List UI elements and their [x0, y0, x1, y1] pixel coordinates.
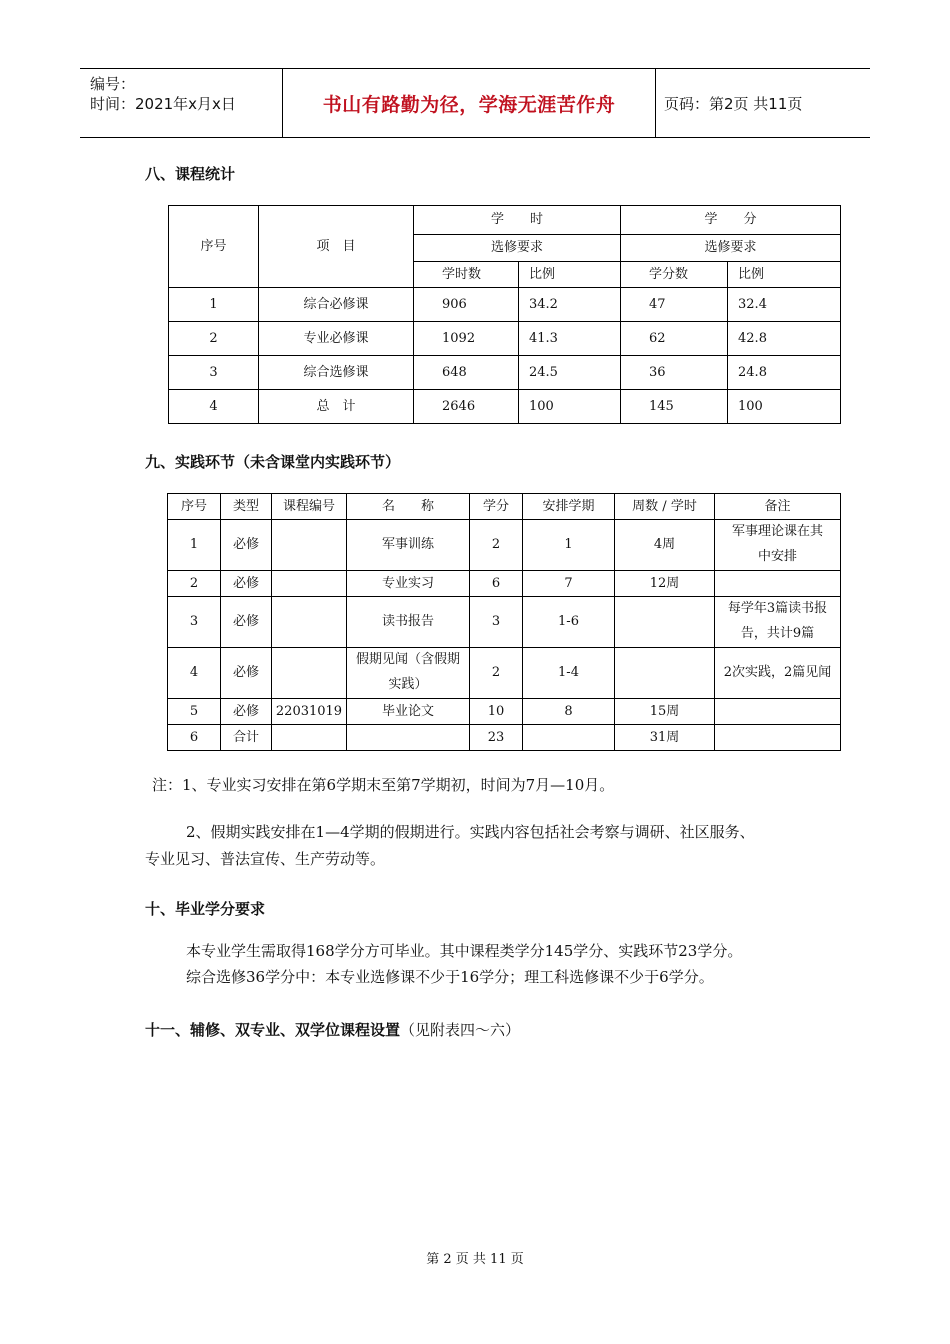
header-credit: 学分	[470, 494, 523, 520]
cell-seq: 2	[169, 322, 259, 356]
header-meta	[80, 69, 282, 137]
cell-note: 2次实践，2篇见闻	[715, 648, 841, 699]
header-term: 安排学期	[523, 494, 615, 520]
time-label: 时间：2021年x月x日	[90, 95, 236, 113]
cell-credit: 6	[470, 571, 523, 597]
cell-name	[347, 725, 470, 751]
practice-note-2-line2: 专业见习、普法宣传、生产劳动等。	[145, 850, 386, 868]
cell-hratio: 34.2	[519, 288, 621, 322]
cell-hratio: 24.5	[519, 356, 621, 390]
header-weeks: 周数 / 学时	[615, 494, 715, 520]
hours-col-header: 学时数	[414, 262, 519, 288]
cell-seq: 1	[169, 288, 259, 322]
cell-hours: 648	[414, 356, 519, 390]
cell-item: 综合必修课	[259, 288, 414, 322]
cell-credit: 3	[470, 597, 523, 648]
cell-term: 8	[523, 699, 615, 725]
cell-cratio: 24.8	[728, 356, 841, 390]
cell-term: 1-4	[523, 648, 615, 699]
cell-type: 必修	[221, 571, 272, 597]
page-code: 页码：第2页 共11页	[664, 94, 803, 113]
cell-item: 综合选修课	[259, 356, 414, 390]
cell-note: 每学年3篇读书报告，共计9篇	[715, 597, 841, 648]
cell-code: 22031019	[272, 699, 347, 725]
section9-title: 九、实践环节（未含课堂内实践环节）	[145, 453, 401, 471]
motto-cell	[282, 69, 656, 137]
cell-credits: 47	[621, 288, 728, 322]
cell-hours: 1092	[414, 322, 519, 356]
cell-credits: 145	[621, 390, 728, 424]
section8-title: 八、课程统计	[145, 165, 236, 183]
cell-seq: 4	[169, 390, 259, 424]
cell-credits: 36	[621, 356, 728, 390]
page-header	[80, 68, 870, 138]
header-note: 备注	[715, 494, 841, 520]
col-seq-header: 序号	[169, 206, 259, 288]
group-credits-header: 学 分	[621, 206, 841, 235]
table-row	[169, 322, 841, 356]
cell-seq: 3	[169, 356, 259, 390]
header-code: 课程编号	[272, 494, 347, 520]
cell-term: 7	[523, 571, 615, 597]
cell-note	[715, 725, 841, 751]
credits-col-header: 学分数	[621, 262, 728, 288]
practice-note-1: 注：1、专业实习安排在第6学期末至第7学期初，时间为7月—10月。	[152, 776, 615, 794]
group-hours-header: 学 时	[414, 206, 621, 235]
cell-name: 专业实习	[347, 571, 470, 597]
table-row	[168, 648, 841, 699]
practice-note-2-line1: 2、假期实践安排在1—4学期的假期进行。实践内容包括社会考察与调研、社区服务、	[186, 823, 755, 841]
credits-ratio-header: 比例	[728, 262, 841, 288]
cell-term: 1	[523, 520, 615, 571]
cell-note	[715, 699, 841, 725]
page-footer: 第 2 页 共 11 页	[426, 1252, 524, 1267]
cell-code	[272, 571, 347, 597]
cell-credits: 62	[621, 322, 728, 356]
graduation-credits-line1: 本专业学生需取得168学分方可毕业。其中课程类学分145学分、实践环节23学分。	[186, 942, 743, 960]
table-row	[169, 356, 841, 390]
cell-code	[272, 597, 347, 648]
cell-weeks	[615, 597, 715, 648]
cell-type: 必修	[221, 597, 272, 648]
cell-code	[272, 520, 347, 571]
hours-ratio-header: 比例	[519, 262, 621, 288]
cell-weeks: 31周	[615, 725, 715, 751]
cell-type: 合计	[221, 725, 272, 751]
cell-term: 1-6	[523, 597, 615, 648]
section11-title	[145, 1019, 520, 1040]
col-item-header: 项 目	[259, 206, 414, 288]
cell-hratio: 41.3	[519, 322, 621, 356]
cell-code	[272, 648, 347, 699]
table-row	[168, 571, 841, 597]
cell-name: 假期见闻（含假期实践）	[347, 648, 470, 699]
table-row	[168, 699, 841, 725]
cell-cratio: 100	[728, 390, 841, 424]
table-row	[169, 288, 841, 322]
graduation-credits-line2: 综合选修36学分中：本专业选修课不少于16学分；理工科选修课不少于6学分。	[186, 968, 714, 986]
table-row	[169, 390, 841, 424]
cell-seq: 5	[168, 699, 221, 725]
cell-name: 读书报告	[347, 597, 470, 648]
practice-table	[167, 493, 841, 751]
cell-weeks: 15周	[615, 699, 715, 725]
cell-type: 必修	[221, 648, 272, 699]
hours-req-header: 选修要求	[414, 235, 621, 262]
section11-title-ref: （见附表四～六）	[400, 1021, 521, 1039]
number-label: 编号：	[90, 75, 136, 93]
cell-credit: 2	[470, 648, 523, 699]
cell-note	[715, 571, 841, 597]
table-row	[168, 597, 841, 648]
cell-cratio: 32.4	[728, 288, 841, 322]
section11-title-bold: 十一、辅修、双专业、双学位课程设置	[145, 1021, 401, 1039]
cell-name: 军事训练	[347, 520, 470, 571]
header-name: 名 称	[347, 494, 470, 520]
cell-seq: 4	[168, 648, 221, 699]
cell-credit: 10	[470, 699, 523, 725]
page-code-cell	[656, 69, 870, 137]
cell-weeks: 12周	[615, 571, 715, 597]
cell-credit: 23	[470, 725, 523, 751]
course-stats-table	[168, 205, 841, 424]
cell-code	[272, 725, 347, 751]
practice-header-row	[168, 494, 841, 520]
cell-seq: 2	[168, 571, 221, 597]
header-seq: 序号	[168, 494, 221, 520]
motto: 书山有路勤为径，学海无涯苦作舟	[322, 93, 616, 116]
header-type: 类型	[221, 494, 272, 520]
cell-item: 总 计	[259, 390, 414, 424]
cell-type: 必修	[221, 520, 272, 571]
cell-note: 军事理论课在其中安排	[715, 520, 841, 571]
cell-name: 毕业论文	[347, 699, 470, 725]
cell-cratio: 42.8	[728, 322, 841, 356]
cell-seq: 6	[168, 725, 221, 751]
cell-hratio: 100	[519, 390, 621, 424]
cell-seq: 1	[168, 520, 221, 571]
cell-hours: 2646	[414, 390, 519, 424]
credits-req-header: 选修要求	[621, 235, 841, 262]
table-row	[168, 520, 841, 571]
table-row	[168, 725, 841, 751]
cell-weeks: 4周	[615, 520, 715, 571]
cell-type: 必修	[221, 699, 272, 725]
cell-hours: 906	[414, 288, 519, 322]
cell-term	[523, 725, 615, 751]
cell-weeks	[615, 648, 715, 699]
section10-title: 十、毕业学分要求	[145, 900, 266, 918]
cell-item: 专业必修课	[259, 322, 414, 356]
cell-seq: 3	[168, 597, 221, 648]
cell-credit: 2	[470, 520, 523, 571]
